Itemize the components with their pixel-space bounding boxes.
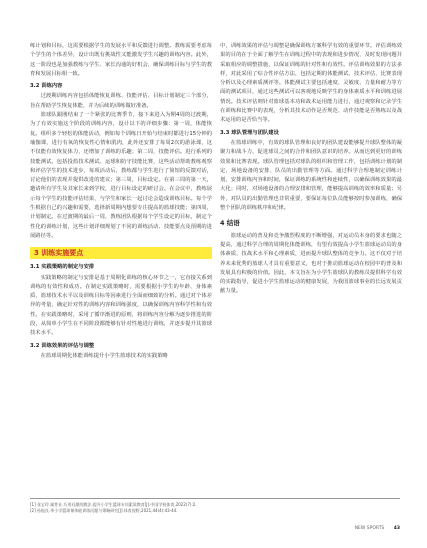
section-heading: 3.2 训练内容 <box>30 83 63 90</box>
section-heading: 3.2 训练效果的评估与调整 <box>30 342 95 349</box>
paragraph: 中，训练效果的评估与调整是确保训练方案科学有效的重要环节。评估训练效果的目的在于全面了解学生在训练过程中的表现和进步情况，及时发现问题并采取相应的调整措施，以保证训练的针对性和有效性。评估训练效果的方法多样，对此采用了综合性评估方法，包括定期的体能测试、技术评估、比赛表现分析以及心理素质测评等。体能测试主要包括速度、灵敏度、力量和耐力等方面的测试项目，通过这些测试可以客观地反映学生的身体素质水平和训练进展情况。技术评估则针对篮球基本功和战术运用能力进行，通过观察和记录学生在训练和比赛中的表现，分析其技术动作是否规范、动作技能是否熟练以及战术运用的是否恰当等。 <box>220 43 402 124</box>
left-column <box>30 42 212 361</box>
paragraph: 在篮球周期化体能训练提升小学生篮球技术的实践策略 <box>40 352 168 359</box>
page-number: 43 <box>393 526 400 531</box>
right-column <box>220 42 402 297</box>
section-heading: 3.3 球队管理与团队建设 <box>220 129 279 136</box>
footnote: [1] 张宝玲.属性社.巧用问题的跳法.提升小学生篮球专项素质教育[J].中国学校体育,2022(7):2. <box>30 502 197 507</box>
section-heading: 3.1 实践策略的制定与安排 <box>30 264 95 271</box>
paragraph: 练计划和目标，这需要根据学生的发展水平和反馈进行调整。教练需要考虑每个学生的个体差异，设计出既有挑战性又能激发学生兴趣的训练内容。此外，这一阶段也是加强教练与学生、家长沟通的好机会，确保训练目标与学生的教育和发展目标相一致。 <box>30 43 212 77</box>
footnote: [2] 孙振良.华小学篮球课体能训练问题与策略研究[J].体育视野,2021,44(4):43-44. <box>30 508 178 513</box>
paragraph: 在篮球训练中，有效的球队管理和良好的团队建设能够提升球队整体的凝聚力和战斗力，促进球员之间的合作和团队意识的培养。从而达到更好的训练效果和比赛表现。球队管理包括对球队的组织和管理工作，包括训练计划的制定、场地设备的安排、队员的出勤管理等方面。通过科学合理地制定训练计划，安排训练内容和时间，保证训练的系统性和连续性，以确保训练效果的最大化；同时，对场地设备的合理安排和管理，能够提高训练的效率和质量；另外，对队员的出勤管理也非常重要，要保证每位队员能够按时参加训练，确保整个团队的训练秩序和纪律。 <box>220 139 402 212</box>
paragraph: 篮球运动的普及和竞争激烈程度的不断增强，对运动员本身的要求也随之提高，通过科学合理的周期化体能训练，有望有效提高小学生篮球运动员的身体素质、技战术水平和心理素质，进而提升球队整体的竞争力。这不仅对于培养未来优秀的篮球人才具有重要意义，也对于推动篮球运动在校园中的普及和发展具有积极的价值。因此，本文旨在为小学生篮球队的教练员提供科学有效的实践指导，促进小学生篮球运动的健康发展，为我国篮球事业的长远发展贡献力量。 <box>220 232 402 295</box>
paragraph: 实践策略的制定与安排是基于周期化训练的核心环节之一，它直接关系到训练的有效性和成功。在制定实践策略时，需要根据小学生的年龄、身体素质、篮球技术水平以及训练目标等因素进行全面而细致的分析。通过对个体差异的考量，确定针对性的训练内容和训练强度，以确保训练内容科学性和有效性。在实践策略时，采用了循序渐进的原则，将训练内容分解为逐步推进的阶段，从简单小学生在不同阶段都能够有针对性地进行训练，并逐步提升其篮球技术水平。 <box>30 274 212 337</box>
paragraph: 过渡期训练内容包括体能恢复训练、技能评估、目标计划制定三个部分，旨在帮助学生恢复体能，并为后续的训练做好准备。 <box>30 93 212 109</box>
chapter-heading: 4 结语 <box>220 219 240 228</box>
footnotes <box>30 498 400 514</box>
journal-brand: NEW SPORTS <box>354 526 385 531</box>
page-footer <box>30 526 400 531</box>
chapter-heading-band: 3 训练实施要点 <box>30 247 212 259</box>
paragraph: 篮球队跟刚结束了一个紧张的比赛季节，接下来进入为期4周的过渡期，为了有效实施这个阶段的训练内容，设计以下的详细步骤：第一周，体能恢复。组织多个轻松的体能活动，例如每个训练日开始与结束时都进行15分钟的瑜伽课，进行有氧的恢复性心情和肌肉，此外还安排了每周2次的游泳课，这不仅能有效恢复体力，还增加了训练的乐趣；第二周，技能评估。进行系列的技能测试，包括投篮技术测试、运球和防守技能比赛，这些活动帮助教练观察和评估学生的技术进步，每项活动后，教练都与学生进行了简短的反馈对话，讨论他们的表现并提供改进的建议；第三周，目标设定。在第三周的第一天，邀请所有学生及其家长来到学校，进行目标设定的研讨会。在会议中，教练展示每个学生的技能评估结果，与学生和家长一起讨论会造成训练目标。每个学生根据自己的兴趣和需要，选择新周期内想要专注提高的篮球技能；第四周，计划制定。在过渡期的最后一周，教练团队根据每个学生设定的目标，制定个性化的训练计划，这些计划详细规划了不同的训练活动、技能要点及预期的进展路径等。 <box>30 112 212 239</box>
